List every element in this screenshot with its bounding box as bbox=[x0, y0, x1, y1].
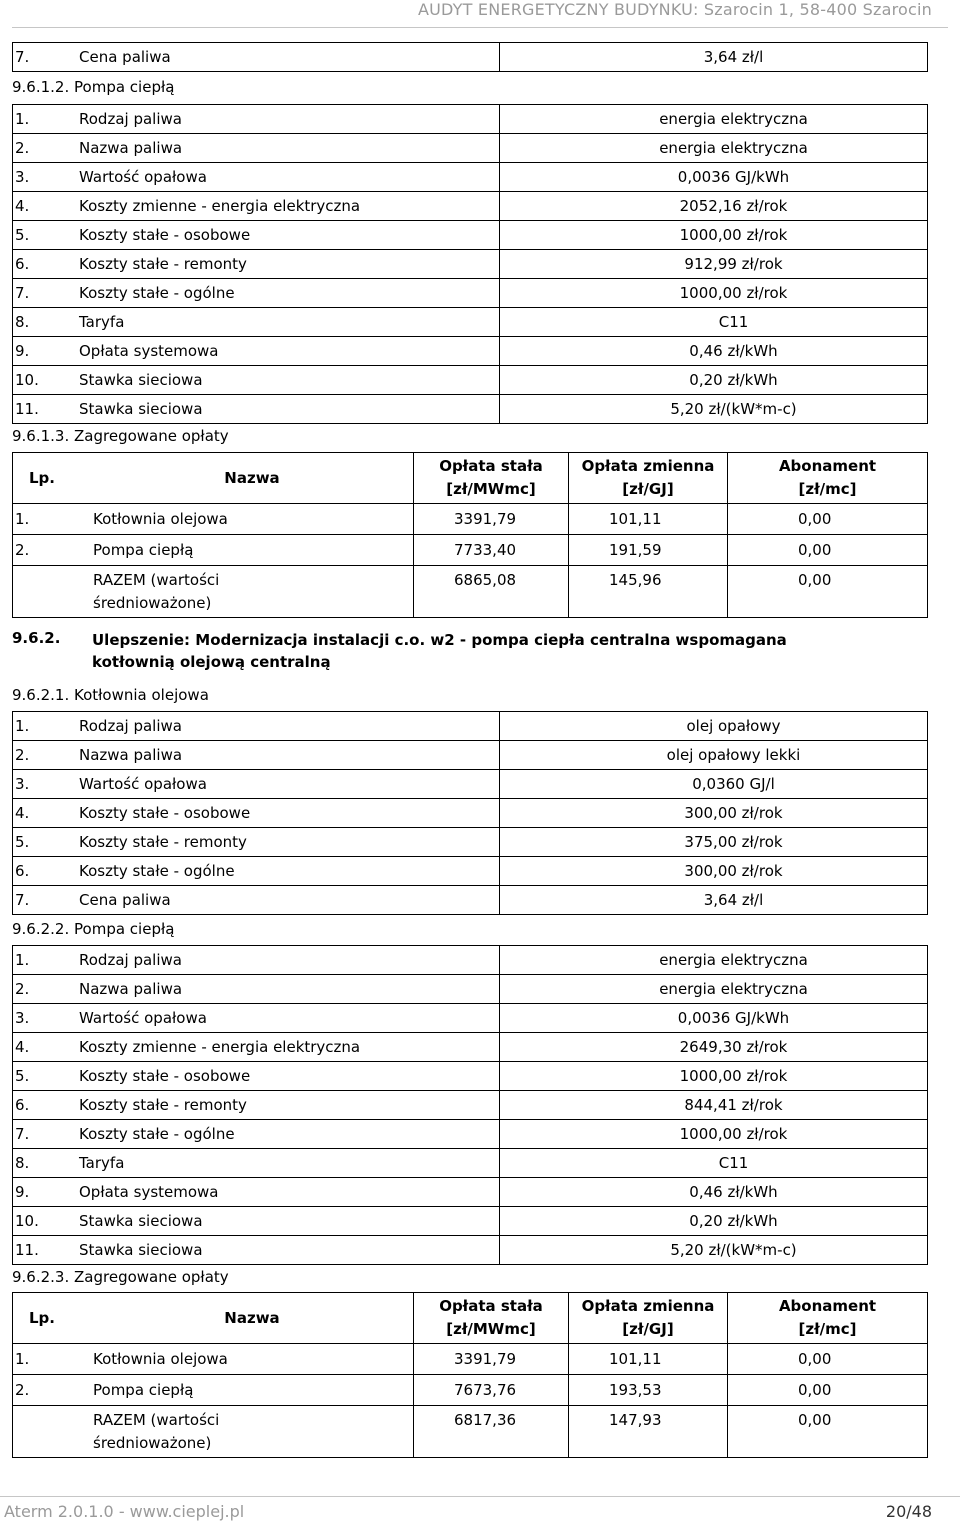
table-row bbox=[13, 163, 928, 192]
table-header-row bbox=[13, 453, 928, 504]
row-value: energia elektryczna bbox=[500, 946, 928, 975]
row-number: 3. bbox=[13, 1004, 78, 1033]
row-fixed-fee: 3391,79 bbox=[414, 1344, 569, 1375]
row-value: energia elektryczna bbox=[500, 105, 928, 134]
row-subscription: 0,00 bbox=[728, 535, 928, 566]
page-header-title: AUDYT ENERGETYCZNY BUDYNKU: Szarocin 1, 58-400 Szarocin bbox=[417, 0, 932, 19]
total-row bbox=[13, 1406, 928, 1458]
row-fixed-fee: 7673,76 bbox=[414, 1375, 569, 1406]
aggregated-fees-table-2 bbox=[12, 1292, 928, 1458]
header-divider bbox=[12, 27, 948, 28]
table-row bbox=[13, 828, 928, 857]
row-number: 6. bbox=[13, 1091, 78, 1120]
row-label: Wartość opałowa bbox=[77, 163, 500, 192]
row-label: Rodzaj paliwa bbox=[77, 946, 500, 975]
row-label: Taryfa bbox=[77, 1149, 500, 1178]
row-number: 5. bbox=[13, 1062, 78, 1091]
row-value: 1000,00 zł/rok bbox=[500, 279, 928, 308]
row-value: olej opałowy lekki bbox=[500, 741, 928, 770]
row-label: Taryfa bbox=[77, 308, 500, 337]
table-row bbox=[13, 395, 928, 424]
table-row bbox=[13, 799, 928, 828]
row-label: Koszty stałe - ogólne bbox=[77, 857, 500, 886]
row-fixed-fee: 7733,40 bbox=[414, 535, 569, 566]
row-label: Koszty stałe - ogólne bbox=[77, 1120, 500, 1149]
row-number: 2. bbox=[13, 741, 78, 770]
table-row bbox=[13, 770, 928, 799]
row-label: Rodzaj paliwa bbox=[77, 105, 500, 134]
row-number: 4. bbox=[13, 799, 78, 828]
row-name: Kotłownia olejowa bbox=[91, 1344, 414, 1375]
row-label: Koszty stałe - ogólne bbox=[77, 279, 500, 308]
column-header-name: Nazwa bbox=[91, 1293, 414, 1344]
row-label: Rodzaj paliwa bbox=[77, 712, 500, 741]
row-value: 0,20 zł/kWh bbox=[500, 1207, 928, 1236]
row-number: 7. bbox=[13, 1120, 78, 1149]
table-row bbox=[13, 535, 928, 566]
table-row bbox=[13, 337, 928, 366]
row-variable-fee: 101,11 bbox=[569, 504, 728, 535]
row-name: Pompa ciepłą bbox=[91, 1375, 414, 1406]
row-label: Cena paliwa bbox=[77, 886, 500, 915]
row-value: 1000,00 zł/rok bbox=[500, 1062, 928, 1091]
row-number: 2. bbox=[13, 975, 78, 1004]
fuel-table-continued bbox=[12, 42, 928, 72]
table-row bbox=[13, 1033, 928, 1062]
row-label: Cena paliwa bbox=[77, 43, 500, 72]
row-value: olej opałowy bbox=[500, 712, 928, 741]
improvement-title: Ulepszenie: Modernizacja instalacji c.o. w2 - pompa ciepła centralna wspomagana kotłownią olejową centralną bbox=[92, 631, 787, 671]
row-value: 0,46 zł/kWh bbox=[500, 1178, 928, 1207]
footer-divider bbox=[0, 1496, 960, 1497]
row-label: Koszty zmienne - energia elektryczna bbox=[77, 1033, 500, 1062]
row-subscription: 0,00 bbox=[728, 1344, 928, 1375]
table-row bbox=[13, 1344, 928, 1375]
table-row bbox=[13, 886, 928, 915]
row-number: 7. bbox=[13, 279, 78, 308]
row-label: Stawka sieciowa bbox=[77, 1236, 500, 1265]
row-value: 5,20 zł/(kW*m-c) bbox=[500, 1236, 928, 1265]
row-number: 6. bbox=[13, 250, 78, 279]
row-value: 844,41 zł/rok bbox=[500, 1091, 928, 1120]
total-label: RAZEM (wartości średnioważone) bbox=[91, 566, 414, 618]
row-value: energia elektryczna bbox=[500, 975, 928, 1004]
row-label: Nazwa paliwa bbox=[77, 134, 500, 163]
column-header-name: Nazwa bbox=[91, 453, 414, 504]
table-row bbox=[13, 1178, 928, 1207]
row-value: 5,20 zł/(kW*m-c) bbox=[500, 395, 928, 424]
footer-software: Aterm 2.0.1.0 - www.cieplej.pl bbox=[4, 1502, 245, 1521]
row-label: Koszty stałe - osobowe bbox=[77, 1062, 500, 1091]
row-number: 3. bbox=[13, 770, 78, 799]
row-value: 2052,16 zł/rok bbox=[500, 192, 928, 221]
table-row bbox=[13, 134, 928, 163]
row-number: 6. bbox=[13, 857, 78, 886]
table-row bbox=[13, 504, 928, 535]
row-label: Koszty stałe - remonty bbox=[77, 1091, 500, 1120]
table-row bbox=[13, 192, 928, 221]
row-value: 0,0360 GJ/l bbox=[500, 770, 928, 799]
table-header-row bbox=[13, 1293, 928, 1344]
row-fixed-fee: 3391,79 bbox=[414, 504, 569, 535]
row-value: 0,0036 GJ/kWh bbox=[500, 163, 928, 192]
row-label: Koszty stałe - osobowe bbox=[77, 799, 500, 828]
row-number: 1. bbox=[13, 1344, 92, 1375]
section-heading-9622: 9.6.2.2. Pompa ciepłą bbox=[12, 920, 175, 938]
column-header-variable-fee: Opłata zmienna [zł/GJ] bbox=[569, 453, 728, 504]
row-value: 300,00 zł/rok bbox=[500, 857, 928, 886]
heat-pump-fuel-table-2 bbox=[12, 945, 928, 1265]
table-row bbox=[13, 712, 928, 741]
row-number: 1. bbox=[13, 712, 78, 741]
column-header-fixed-fee: Opłata stała [zł/MWmc] bbox=[414, 453, 569, 504]
row-number: 8. bbox=[13, 308, 78, 337]
table-row bbox=[13, 221, 928, 250]
section-heading-9621: 9.6.2.1. Kotłownia olejowa bbox=[12, 686, 209, 704]
table-row bbox=[13, 308, 928, 337]
total-subscription: 0,00 bbox=[728, 566, 928, 618]
table-row bbox=[13, 857, 928, 886]
row-label: Nazwa paliwa bbox=[77, 975, 500, 1004]
row-number: 9. bbox=[13, 1178, 78, 1207]
row-name: Kotłownia olejowa bbox=[91, 504, 414, 535]
row-value: C11 bbox=[500, 1149, 928, 1178]
row-number: 2. bbox=[13, 535, 92, 566]
row-value: 1000,00 zł/rok bbox=[500, 221, 928, 250]
heat-pump-fuel-table bbox=[12, 104, 928, 424]
table-row bbox=[13, 1236, 928, 1265]
row-label: Koszty stałe - remonty bbox=[77, 828, 500, 857]
column-header-fixed-fee: Opłata stała [zł/MWmc] bbox=[414, 1293, 569, 1344]
row-label: Koszty zmienne - energia elektryczna bbox=[77, 192, 500, 221]
row-number: 11. bbox=[13, 395, 78, 424]
row-label: Wartość opałowa bbox=[77, 1004, 500, 1033]
total-row bbox=[13, 566, 928, 618]
row-value: 0,20 zł/kWh bbox=[500, 366, 928, 395]
oil-boiler-fuel-table bbox=[12, 711, 928, 915]
footer-page-number: 20/48 bbox=[885, 1502, 932, 1521]
row-value: 1000,00 zł/rok bbox=[500, 1120, 928, 1149]
row-number: 5. bbox=[13, 221, 78, 250]
total-variable-fee: 145,96 bbox=[569, 566, 728, 618]
improvement-number: 9.6.2. bbox=[12, 629, 61, 647]
total-subscription: 0,00 bbox=[728, 1406, 928, 1458]
table-row bbox=[13, 1375, 928, 1406]
row-variable-fee: 193,53 bbox=[569, 1375, 728, 1406]
row-value: 912,99 zł/rok bbox=[500, 250, 928, 279]
row-subscription: 0,00 bbox=[728, 1375, 928, 1406]
row-variable-fee: 101,11 bbox=[569, 1344, 728, 1375]
row-number: 1. bbox=[13, 504, 92, 535]
row-number: 3. bbox=[13, 163, 78, 192]
table-row bbox=[13, 250, 928, 279]
total-label: RAZEM (wartości średnioważone) bbox=[91, 1406, 414, 1458]
column-header-lp: Lp. bbox=[13, 1293, 92, 1344]
row-number: 1. bbox=[13, 105, 78, 134]
row-label: Stawka sieciowa bbox=[77, 395, 500, 424]
table-row bbox=[13, 43, 928, 72]
section-heading-9623: 9.6.2.3. Zagregowane opłaty bbox=[12, 1268, 229, 1286]
row-variable-fee: 191,59 bbox=[569, 535, 728, 566]
table-row bbox=[13, 1091, 928, 1120]
row-label: Nazwa paliwa bbox=[77, 741, 500, 770]
row-value: 3,64 zł/l bbox=[500, 886, 928, 915]
row-number: 2. bbox=[13, 134, 78, 163]
row-number: 9. bbox=[13, 337, 78, 366]
table-row bbox=[13, 1004, 928, 1033]
column-header-lp: Lp. bbox=[13, 453, 92, 504]
row-number: 7. bbox=[13, 43, 78, 72]
row-value: C11 bbox=[500, 308, 928, 337]
table-row bbox=[13, 105, 928, 134]
row-value: 3,64 zł/l bbox=[500, 43, 928, 72]
row-number: 5. bbox=[13, 828, 78, 857]
row-number: 2. bbox=[13, 1375, 92, 1406]
row-label: Stawka sieciowa bbox=[77, 366, 500, 395]
total-empty-cell bbox=[13, 566, 92, 618]
row-number: 10. bbox=[13, 366, 78, 395]
table-row bbox=[13, 1120, 928, 1149]
total-empty-cell bbox=[13, 1406, 92, 1458]
table-row bbox=[13, 975, 928, 1004]
column-header-subscription: Abonament [zł/mc] bbox=[728, 453, 928, 504]
row-number: 7. bbox=[13, 886, 78, 915]
row-name: Pompa ciepłą bbox=[91, 535, 414, 566]
column-header-variable-fee: Opłata zmienna [zł/GJ] bbox=[569, 1293, 728, 1344]
total-fixed-fee: 6817,36 bbox=[414, 1406, 569, 1458]
row-value: energia elektryczna bbox=[500, 134, 928, 163]
row-value: 0,46 zł/kWh bbox=[500, 337, 928, 366]
table-row bbox=[13, 946, 928, 975]
row-number: 4. bbox=[13, 192, 78, 221]
row-number: 11. bbox=[13, 1236, 78, 1265]
section-heading-9612: 9.6.1.2. Pompa ciepłą bbox=[12, 78, 175, 96]
row-value: 300,00 zł/rok bbox=[500, 799, 928, 828]
row-number: 1. bbox=[13, 946, 78, 975]
table-row bbox=[13, 1149, 928, 1178]
row-number: 10. bbox=[13, 1207, 78, 1236]
table-row bbox=[13, 1062, 928, 1091]
table-row bbox=[13, 366, 928, 395]
row-label: Koszty stałe - remonty bbox=[77, 250, 500, 279]
total-variable-fee: 147,93 bbox=[569, 1406, 728, 1458]
row-label: Wartość opałowa bbox=[77, 770, 500, 799]
column-header-subscription: Abonament [zł/mc] bbox=[728, 1293, 928, 1344]
table-row bbox=[13, 741, 928, 770]
total-fixed-fee: 6865,08 bbox=[414, 566, 569, 618]
table-row bbox=[13, 1207, 928, 1236]
row-label: Opłata systemowa bbox=[77, 337, 500, 366]
section-heading-9613: 9.6.1.3. Zagregowane opłaty bbox=[12, 427, 229, 445]
row-value: 0,0036 GJ/kWh bbox=[500, 1004, 928, 1033]
row-label: Opłata systemowa bbox=[77, 1178, 500, 1207]
row-label: Koszty stałe - osobowe bbox=[77, 221, 500, 250]
row-number: 4. bbox=[13, 1033, 78, 1062]
row-value: 2649,30 zł/rok bbox=[500, 1033, 928, 1062]
table-row bbox=[13, 279, 928, 308]
aggregated-fees-table-1 bbox=[12, 452, 928, 618]
row-value: 375,00 zł/rok bbox=[500, 828, 928, 857]
row-number: 8. bbox=[13, 1149, 78, 1178]
row-subscription: 0,00 bbox=[728, 504, 928, 535]
row-label: Stawka sieciowa bbox=[77, 1207, 500, 1236]
